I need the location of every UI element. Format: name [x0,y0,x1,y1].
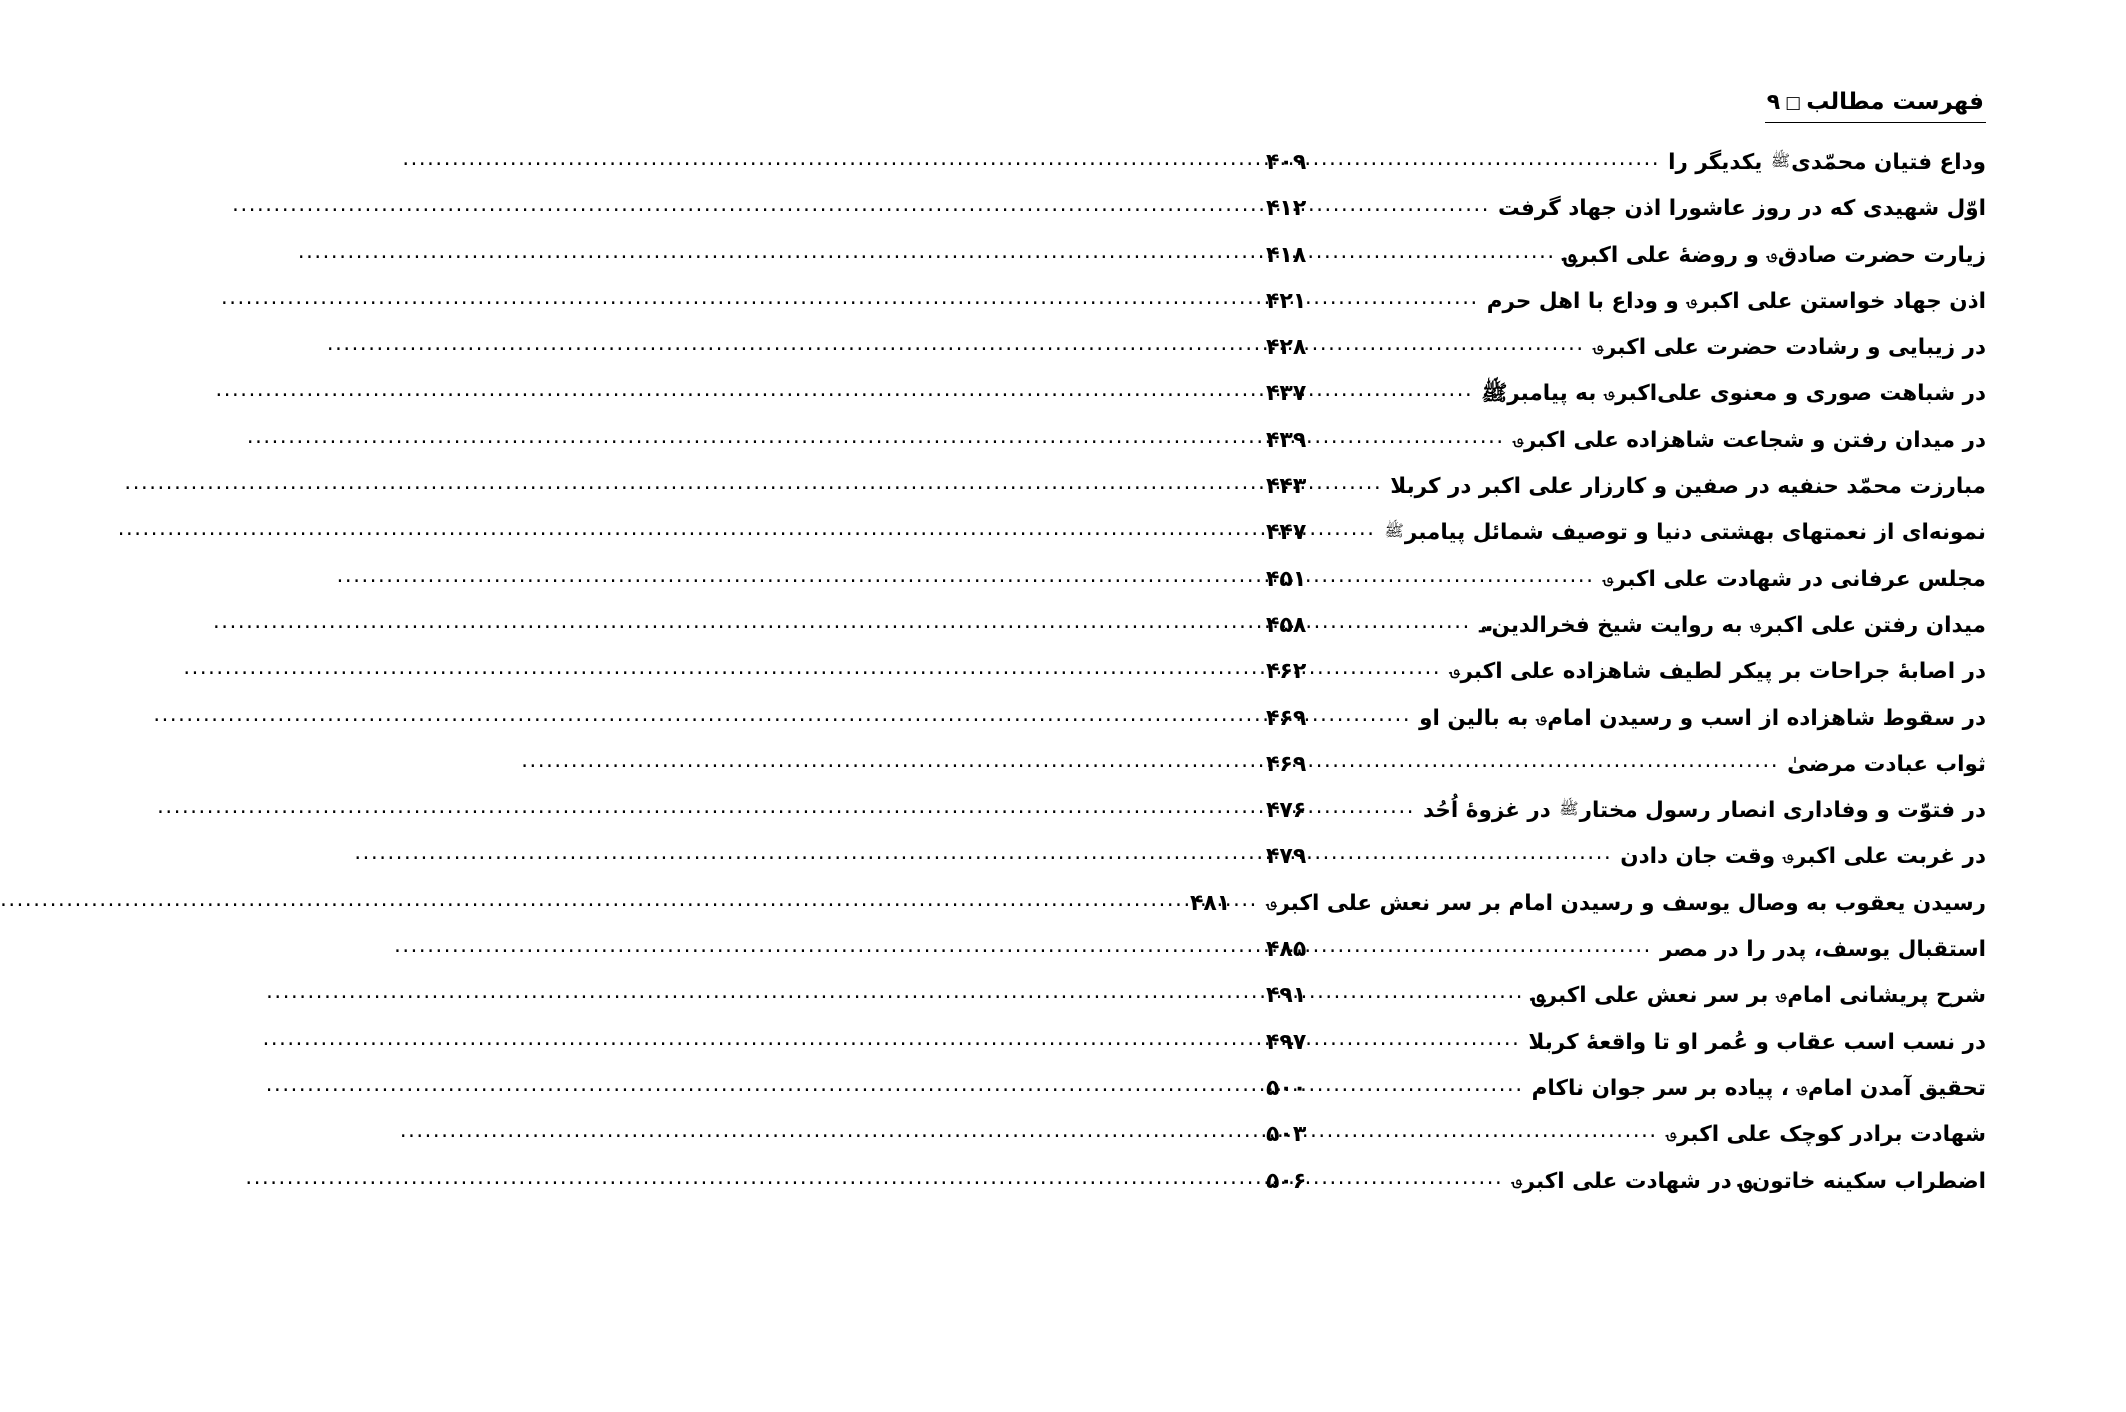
toc-dot-leader [1322,986,1524,1002]
toc-dot-leader [1322,153,1660,169]
toc-entry-title-text: وداع فتیان محمّدی [1791,150,1986,175]
toc-entry-title-suffix: یکدیگر را [1668,150,1770,175]
toc-entry-page-number: ۴۱۲ [1266,196,1307,222]
honorific-icon: ؈ [1666,1123,1677,1143]
toc-entry-title [1522,1029,1986,1055]
toc-entry-page-number: ۵۰۳ [1266,1122,1307,1148]
honorific-icon: ﷺ [1384,521,1404,541]
toc-entry-title-suffix: و وداع با اهل حرم [1486,288,1687,314]
toc-entry-title [1614,846,1986,868]
honorific-icon: ؈ [1512,1169,1522,1189]
toc-dot-leader [1322,801,1415,817]
toc-entry-page-number: ۴۸۱ [1189,890,1231,916]
toc-entry[interactable] [1266,1168,1986,1217]
toc-dot-leader [1322,940,1652,956]
toc-entry-title-suffix: بر سر نعش علی اکبر؈ [1532,983,1776,1009]
toc-dot-leader [1322,246,1556,262]
toc-dot-leader [1322,1125,1658,1141]
toc-entry-title-text: در سقوط شاهزاده از اسب و رسیدن امام [1547,705,1986,731]
toc-entry-title [1413,705,1986,731]
toc-entry-title-text: شهادت برادر کوچک علی اکبر [1677,1122,1986,1148]
toc-entry-title [1492,198,1986,220]
toc-entry-page-number: ۴۲۸ [1266,335,1307,361]
toc-entry-title-text: شرح پریشانی امام [1787,983,1986,1009]
toc-entry-title [1654,939,1986,961]
toc-entry-page-number: ۴۱۸ [1266,242,1307,268]
toc-dot-leader [1322,338,1585,354]
toc-entry-title [1473,612,1986,638]
toc-entry-page-number: ۴۷۹ [1266,844,1307,870]
honorific-icon: ؈ [1783,845,1793,865]
toc-entry-page-number: ۴۳۷ [1266,381,1307,407]
toc-dot-leader [1322,1033,1520,1049]
toc-entry-title [1384,476,1986,498]
toc-dot-leader [1322,1079,1524,1095]
toc-entry-page-number: ۴۷۶ [1266,798,1307,824]
toc-entry-title-text: رسیدن یعقوب به وصال یوسف و رسیدن امام بر سر نعش علی اکبر [1277,890,1986,916]
toc-entry[interactable] [1266,846,1986,892]
toc-entry-title-text: اوّل شهیدی که در روز عاشورا اذن جهاد گرفت [1498,196,1986,222]
toc-entry-page-number: ۴۴۷ [1266,520,1307,546]
honorific-icon: ؈ [1751,613,1761,633]
toc-entry-title [1596,566,1986,592]
toc-entry-title-text: در فتوّت و وفاداری انصار رسول مختار [1579,798,1986,824]
toc-entry-title-text: در نسب اسب عقاب و عُمر او تا واقعۀ کربلا [1528,1029,1986,1055]
toc-entry-title [1417,800,1986,822]
toc-entry-title [1526,1075,1986,1101]
toc-entry-title [1260,890,1986,916]
table-of-contents-list [1189,150,1986,1217]
toc-entry-page-number: ۴۵۸ [1266,612,1307,638]
honorific-icon: ؈ [1797,1076,1807,1096]
toc-entry-page-number: ۴۳۹ [1266,427,1307,453]
toc-entry-title-text: ثواب عبادت مرضیٰ [1787,751,1986,777]
toc-entry-title [1505,1168,1986,1194]
toc-entry-page-number: ۴۸۵ [1266,937,1307,963]
toc-entry-title-text: میدان رفتن علی اکبر [1761,612,1986,638]
toc-entry-page-number: ۴۹۷ [1266,1029,1307,1055]
toc-dot-leader [1322,570,1594,586]
honorific-icon: ؈ [1687,289,1697,309]
toc-entry-title-suffix: به روایت شیخ فخرالدین؄ [1478,612,1751,638]
toc-entry-title [1662,152,1986,174]
toc-entry-page-number: ۵۰۶ [1266,1168,1307,1194]
running-head-title: فهرست مطالب [1806,89,1984,115]
toc-entry-title-text: مبارزت محمّد حنفیه در صفین و کارزار علی اکبر در کربلا [1390,474,1986,500]
toc-dot-leader [1322,1172,1503,1188]
toc-entry-title [1475,383,1986,405]
toc-entry-title [1587,337,1986,359]
honorific-icon: ﷺ [1770,151,1791,170]
toc-entry-title-text: نمونه‌ای از نعمتهای بهشتی دنیا و توصیف شمائل پیامبر [1404,520,1986,546]
toc-entry-title-suffix: و روضۀ علی اکبر؈ [1563,242,1767,268]
toc-entry-title-suffix: به بالین او [1419,705,1536,731]
honorific-icon: ؈ [1450,660,1460,680]
honorific-icon: ؈ [1776,984,1787,1004]
toc-entry-title-text: در غربت علی اکبر [1794,844,1986,870]
toc-entry-page-number: ۴۹۱ [1266,983,1307,1009]
toc-entry-title [1378,522,1986,544]
toc-dot-leader [1322,477,1382,493]
toc-entry-title [1660,1124,1986,1146]
toc-entry-page-number: ۴۰۹ [1266,150,1307,175]
running-head-rule [1765,88,1986,123]
toc-entry-title [1481,288,1986,314]
toc-entry-title-suffix: ، پیاده بر سر جوان ناکام [1531,1075,1797,1101]
toc-entry-page-number: ۴۶۹ [1266,705,1307,731]
toc-entry-title-text: در شباهت صوری و معنوی علی‌اکبر [1615,381,1986,407]
toc-entry-title-text: اذن جهاد خواستن علی اکبر [1697,288,1986,314]
toc-entry-page-number: ۴۵۱ [1266,566,1307,592]
running-head-page-number: ۹ [1766,90,1781,115]
toc-entry-page-number: ۴۲۱ [1266,288,1307,314]
toc-entry-title-text: در زیبایی و رشادت حضرت علی اکبر [1604,335,1986,361]
honorific-icon: ؈ [1266,891,1277,911]
toc-dot-leader [1322,847,1612,863]
honorific-icon: ؈ [1536,706,1547,726]
honorific-icon: ؈ [1767,243,1777,263]
toc-entry-title [1526,985,1986,1007]
toc-dot-leader [1322,431,1505,447]
toc-entry-title-text: تحقیق آمدن امام [1807,1075,1986,1101]
honorific-icon: ؈ [1604,382,1615,402]
toc-dot-leader [1322,755,1779,771]
toc-dot-leader [1322,709,1411,725]
toc-entry-title-text: اضطراب سکینه خاتون؈ در شهادت علی اکبر [1522,1168,1986,1194]
toc-entry-title-text: در اصابۀ جراحات بر پیکر لطیف شاهزاده علی اکبر [1460,659,1986,685]
toc-entry-title-suffix: به پیامبرﷺ [1481,381,1604,407]
honorific-icon: ؈ [1593,336,1604,356]
honorific-icon: ؈ [1603,567,1613,587]
toc-dot-leader [1322,523,1376,539]
toc-entry-title [1558,242,1986,268]
toc-dot-leader [1246,894,1258,910]
toc-entry-page-number: ۵۰۰ [1266,1075,1307,1101]
toc-dot-leader [1322,616,1471,632]
toc-entry-page-number: ۴۴۳ [1266,474,1307,500]
running-head-separator: □ [1785,93,1802,113]
toc-page [1126,0,2126,1412]
toc-entry-title [1507,427,1986,453]
toc-dot-leader [1322,292,1479,308]
toc-entry-page-number: ۴۶۹ [1266,751,1307,777]
toc-entry-title [1443,661,1986,683]
running-head [1266,88,1986,123]
toc-entry-title-suffix: وقت جان دادن [1620,844,1783,870]
toc-entry-title-text: استقبال یوسف، پدر را در مصر [1659,937,1986,963]
toc-dot-leader [1322,199,1490,215]
toc-entry-title-text: مجلس عرفانی در شهادت علی اکبر [1613,566,1986,592]
toc-entry-title-text: زیارت حضرت صادق [1777,242,1986,268]
honorific-icon: ؈ [1513,428,1524,448]
toc-dot-leader [1322,384,1473,400]
toc-entry-title-text: در میدان رفتن و شجاعت شاهزاده علی اکبر [1524,427,1986,453]
toc-entry-title-suffix: در غزوۀ اُحُد [1423,798,1559,824]
toc-dot-leader [1322,662,1441,678]
honorific-icon: ﷺ [1559,799,1579,819]
toc-entry-title [1781,751,1986,777]
toc-entry-page-number: ۴۶۲ [1266,659,1307,685]
